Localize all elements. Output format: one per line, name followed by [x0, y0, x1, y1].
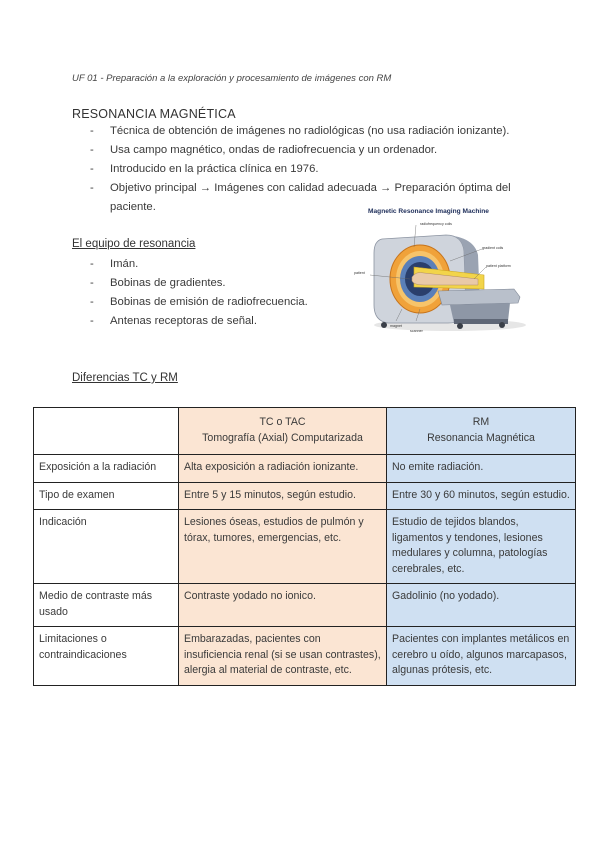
page-header: UF 01 - Preparación a la exploración y procesamiento de imágenes con RM [72, 73, 392, 84]
table-row [34, 455, 576, 483]
list-item [90, 122, 550, 141]
bullet-text: Bobinas de gradientes. [110, 277, 226, 289]
bullet-text: Usa campo magnético, ondas de radiofrecuencia y un ordenador. [110, 144, 438, 156]
tc-cell: Entre 5 y 15 minutos, según estudio. [179, 482, 387, 510]
bullet-dash: - [90, 296, 94, 308]
rm-cell: Pacientes con implantes metálicos en cerebro u oído, algunos marcapasos, algunas prótesis, etc. [387, 627, 576, 686]
label-patient-platform: patient platform [486, 264, 511, 268]
label-patient: patient [354, 271, 365, 275]
bullet-dash: - [90, 144, 94, 156]
mri-machine-figure [354, 205, 526, 337]
table-header-rm [387, 408, 576, 455]
list-item [90, 255, 340, 274]
table-header-tc [179, 408, 387, 455]
section-title: RESONANCIA MAGNÉTICA [72, 107, 236, 121]
row-label: Limitaciones o contraindicaciones [34, 627, 179, 686]
equipment-subtitle: El equipo de resonancia [72, 238, 196, 250]
list-item [90, 141, 550, 160]
table-header-empty [34, 408, 179, 455]
bullet-dash: - [90, 315, 94, 327]
figure-title: Magnetic Resonance Imaging Machine [368, 208, 489, 215]
row-label: Medio de contraste más usado [34, 584, 179, 627]
list-item [90, 312, 340, 331]
label-magnet: magnet [390, 324, 402, 328]
tc-cell: Embarazadas, pacientes con insuficiencia renal (si se usan contrastes), alergia al material de contraste, etc. [179, 627, 387, 686]
row-label: Exposición a la radiación [34, 455, 179, 483]
bullet-text: Objetivo principal → Imágenes con calidad adecuada → Preparación óptima del paciente. [110, 182, 511, 213]
mri-machine-illustration [354, 205, 526, 337]
bullet-dash: - [90, 125, 94, 137]
differences-subtitle: Diferencias TC y RM [72, 372, 178, 384]
rm-cell: Entre 30 y 60 minutos, según estudio. [387, 482, 576, 510]
bullet-dash: - [90, 277, 94, 289]
bullet-text: Antenas receptoras de señal. [110, 315, 257, 327]
comparison-table [33, 407, 576, 686]
equipment-bullet-list [90, 255, 340, 331]
bullet-text: Bobinas de emisión de radiofrecuencia. [110, 296, 308, 308]
intro-bullet-list [90, 122, 550, 217]
rm-subtitle: Resonancia Magnética [427, 431, 535, 444]
bullet-dash: - [90, 258, 94, 270]
list-item [90, 293, 340, 312]
bullet-text: Introducido en la práctica clínica en 1976. [110, 163, 319, 175]
tc-cell: Alta exposición a radiación ionizante. [179, 455, 387, 483]
tc-cell: Lesiones óseas, estudios de pulmón y tórax, tumores, emergencias, etc. [179, 510, 387, 584]
tc-title: TC o TAC [259, 416, 306, 428]
list-item [90, 274, 340, 293]
bullet-text: Imán. [110, 258, 139, 270]
table-row [34, 510, 576, 584]
rm-cell: Estudio de tejidos blandos, ligamentos y tendones, lesiones medulares y columna, patologías cerebrales, etc. [387, 510, 576, 584]
bullet-dash: - [90, 163, 94, 175]
table-row [34, 627, 576, 686]
table-row [34, 584, 576, 627]
row-label: Indicación [34, 510, 179, 584]
table-row [34, 482, 576, 510]
row-label: Tipo de examen [34, 482, 179, 510]
table-header-row [34, 408, 576, 455]
tc-subtitle: Tomografía (Axial) Computarizada [202, 431, 363, 444]
rm-cell: Gadolinio (no yodado). [387, 584, 576, 627]
label-scanner: scanner [410, 329, 423, 333]
list-item [90, 160, 550, 179]
rm-title: RM [472, 416, 490, 428]
rm-cell: No emite radiación. [387, 455, 576, 483]
label-gradient-coils: gradient coils [482, 246, 504, 250]
label-rf-coils: radiofrequency coils [420, 222, 452, 226]
bullet-dash: - [90, 182, 94, 194]
bullet-text: Técnica de obtención de imágenes no radiológicas (no usa radiación ionizante). [110, 125, 510, 137]
tc-cell: Contraste yodado no ionico. [179, 584, 387, 627]
